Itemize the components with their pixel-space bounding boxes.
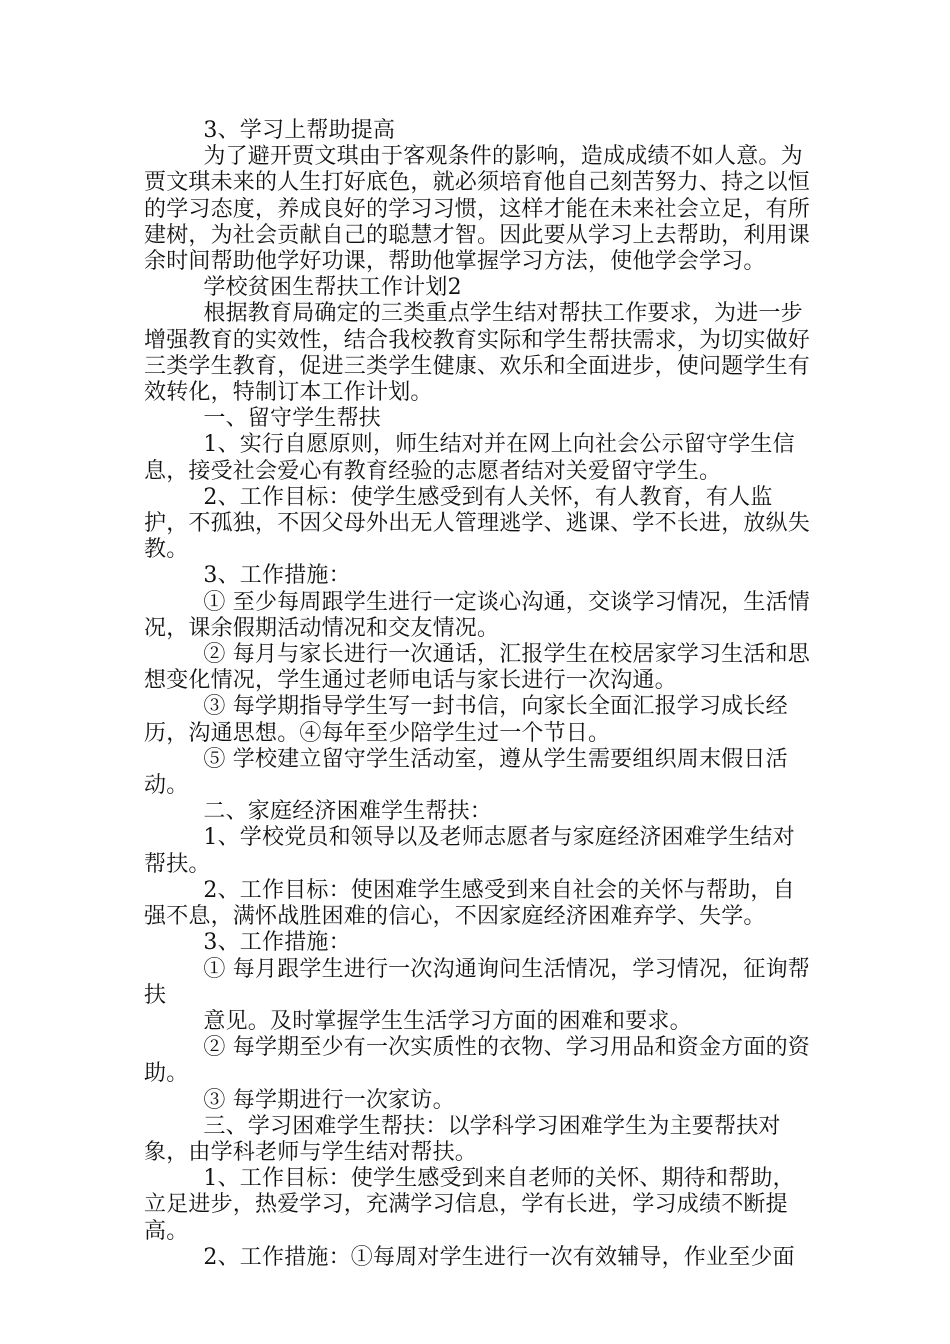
paragraph: 1、实行自愿原则，师生结对并在网上向社会公示留守学生信息，接受社会爱心有教育经验的志愿者结对关爱留守学生。 xyxy=(144,432,795,484)
paragraph: 根据教育局确定的三类重点学生结对帮扶工作要求，为进一步增强教育的实效性，结合我校教育实际和学生帮扶需求，为切实做好三类学生教育，促进三类学生健康、欢乐和全面进步，使问题学生有效转化，特制订本工作计划。 xyxy=(144,301,811,406)
list-item: ③ 每学期指导学生写一封书信，向家长全面汇报学习成长经历，沟通思想。④每年至少陪学生过一个节日。 xyxy=(144,694,788,746)
list-item: ① 每月跟学生进行一次沟通询问生活情况，学习情况，征询帮扶 xyxy=(144,956,810,1008)
section-title: 学校贫困生帮扶工作计划2 xyxy=(203,275,462,301)
list-item: ③ 每学期进行一次家访。 xyxy=(203,1087,455,1113)
paragraph: 2、工作目标：使学生感受到有人关怀，有人教育，有人监护，不孤独，不因父母外出无人管理逃学、逃课、学不长进，放纵失教。 xyxy=(144,484,811,563)
document-body xyxy=(144,118,812,1271)
list-item: ⑤ 学校建立留守学生活动室，遵从学生需要组织周末假日活动。 xyxy=(144,746,788,799)
paragraph: 为了避开贾文琪由于客观条件的影响，造成成绩不如人意。为贾文琪未来的人生打好底色，就必须培育他自己刻苦努力、持之以恒的学习态度，养成良好的学习习惯，这样才能在未来社会立足，有所建树，为社会贡献自己的聪慧才智。因此要从学习上去帮助，利用课余时间帮助他学好功课，帮助他掌握学习方法，使他学会学习。 xyxy=(144,144,811,275)
paragraph: 1、学校党员和领导以及老师志愿者与家庭经济困难学生结对帮扶。 xyxy=(144,825,795,877)
paragraph: 2、工作目标：使困难学生感受到来自社会的关怀与帮助，自强不息，满怀战胜困难的信心，不因家庭经济困难弃学、失学。 xyxy=(144,877,795,930)
paragraph: 1、工作目标：使学生感受到来自老师的关怀、期待和帮助，立足进步，热爱学习，充满学习信息，学有长进，学习成绩不断提高。 xyxy=(144,1166,795,1244)
subheading-measures: 3、工作措施： xyxy=(203,563,351,589)
heading-economic-difficulty: 二、家庭经济困难学生帮扶： xyxy=(203,799,492,825)
subheading-measures: 3、工作措施： xyxy=(203,930,351,956)
list-item: ① 至少每周跟学生进行一定谈心沟通，交谈学习情况，生活情况，课余假期活动情况和交友情况。 xyxy=(144,589,810,641)
heading-learning-difficulty: 三、学习困难学生帮扶：以学科学习困难学生为主要帮扶对象，由学科老师与学生结对帮扶。 xyxy=(144,1113,781,1165)
subheading-study-help: 3、学习上帮助提高 xyxy=(203,118,396,143)
list-item-continuation: 意见。及时掌握学生生活学习方面的困难和要求。 xyxy=(203,1008,692,1034)
heading-left-behind-students: 一、留守学生帮扶 xyxy=(203,406,381,432)
list-item: ② 每月与家长进行一次通话，汇报学生在校居家学习生活和思想变化情况，学生通过老师电话与家长进行一次沟通。 xyxy=(144,642,810,694)
list-item: ② 每学期至少有一次实质性的衣物、学习用品和资金方面的资助。 xyxy=(144,1035,810,1087)
paragraph: 2、工作措施：①每周对学生进行一次有效辅导，作业至少面 xyxy=(203,1244,795,1270)
